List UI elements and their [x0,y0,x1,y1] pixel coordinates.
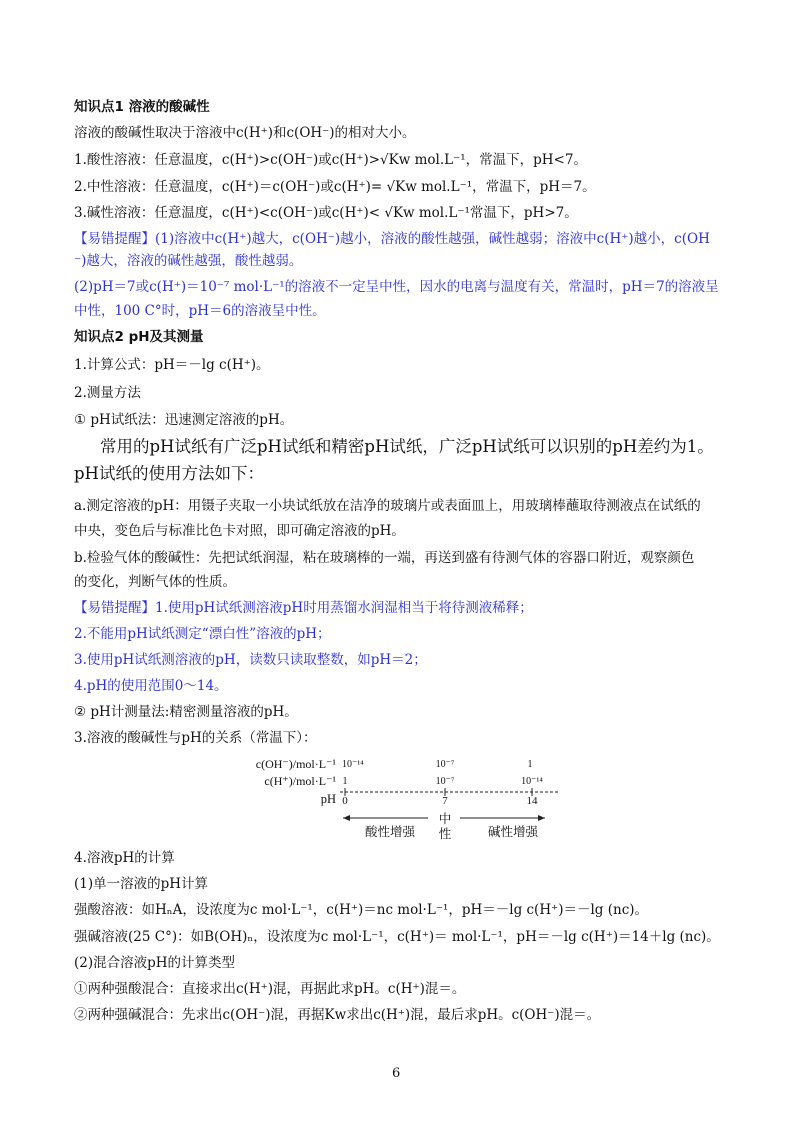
ph-value-14: 14 [526,795,538,807]
method-a-line1: a.测定溶液的pH：用镊子夹取一小块试纸放在洁净的玻璃片或表面皿上，用玻璃棒蘸取待测液点在试纸的 [74,498,701,514]
oh-value-0: 10⁻¹⁴ [342,759,364,770]
relation-heading: 3.溶液的酸碱性与pH的关系（常温下）： [74,730,317,746]
ph-value-0: 0 [342,795,348,807]
tip-paper-2: 2.不能用pH试纸测定“漂白性”溶液的pH； [74,626,331,642]
oh-axis-label: c(OH⁻)/mol·L⁻¹ [255,757,336,771]
neutral-label-1: 中 [438,812,452,826]
method-a-line2: 中央，变色后与标准比色卡对照，即可确定溶液的pH。 [74,523,405,539]
oh-value-7: 10⁻⁷ [435,759,455,770]
neutral-label-2: 性 [438,827,452,841]
mixed-base-calc: ②两种强碱混合：先求出c(OH⁻)混，再据Kw求出c(H⁺)混，最后求pH。c(OH⁻)混＝。 [74,1007,601,1023]
basic-definition: 3.碱性溶液：任意温度，c(H⁺)<c(OH⁻)或c(H⁺)< √Kw mol.L⁻¹常温下，pH>7。 [74,205,578,221]
ph-paper-desc-1: 常用的pH试纸有广泛pH试纸和精密pH试纸，广泛pH试纸可以识别的pH差约为1。 [100,437,714,456]
strong-acid-calc: 强酸溶液：如HₙA，设浓度为c mol·L⁻¹，c(H⁺)＝nc mol·L⁻¹，pH＝－lg c(H⁺)＝－lg (nc)。 [74,902,649,918]
ph-paper-desc-2: pH试纸的使用方法如下： [74,464,264,483]
method-b-line1: b.检验气体的酸碱性：先把试纸润湿，粘在玻璃棒的一端，再送到盛有待测气体的容器口附近，观察颜色 [74,550,695,566]
tip2-line2: 中性，100 C°时，pH＝6的溶液呈中性。 [74,303,326,319]
acid-definition: 1.酸性溶液：任意温度，c(H⁺)>c(OH⁻)或c(H⁺)>√Kw mol.L⁻¹，常温下，pH<7。 [74,152,587,168]
h-value-7: 10⁻⁷ [435,776,455,787]
section4-title: 4.溶液pH的计算 [74,850,175,866]
tip1-line2: ⁻)越大，溶液的碱性越强，酸性越弱。 [74,253,303,269]
base-arrow-head [538,815,545,821]
method-heading: 2.测量方法 [74,385,141,401]
oh-value-14: 1 [527,759,533,770]
ph-scale-diagram [240,752,560,844]
ph-formula: 1.计算公式：pH＝－lg c(H⁺)。 [74,357,270,373]
h-value-0: 1 [342,776,348,787]
ph-paper-title: ① pH试纸法：迅速测定溶液的pH。 [74,412,294,428]
tip2-line1: (2)pH＝7或c(H⁺)＝10⁻⁷ mol·L⁻¹的溶液不一定呈中性，因水的电离与温度有关，常温时，pH＝7的溶液呈 [74,279,719,295]
h-value-14: 10⁻¹⁴ [521,776,543,787]
tip-paper-1: 【易错提醒】1.使用pH试纸测溶液pH时用蒸馏水润湿相当于将待测液稀释； [74,600,533,616]
tip-paper-4: 4.pH的使用范围0～14。 [74,678,228,694]
mixed-acid-calc: ①两种强酸混合：直接求出c(H⁺)混，再据此求pH。c(H⁺)混＝。 [74,981,466,997]
section2-title: 知识点2 pH及其测量 [74,329,204,345]
page-number: 6 [392,1066,401,1081]
neutral-definition: 2.中性溶液：任意温度，c(H⁺)＝c(OH⁻)或c(H⁺)= √Kw mol.L⁻¹，常温下，pH＝7。 [74,179,596,195]
tip1-line1: 【易错提醒】(1)溶液中c(H⁺)越大，c(OH⁻)越小，溶液的酸性越强，碱性越弱；溶液中c(H⁺)越小，c(OH [74,231,710,247]
base-label: 碱性增强 [488,825,539,839]
single-solution-heading: (1)单一溶液的pH计算 [74,876,209,892]
section1-title: 知识点1 溶液的酸碱性 [74,99,210,115]
intro-text: 溶液的酸碱性取决于溶液中c(H⁺)和c(OH⁻)的相对大小。 [74,125,416,141]
acid-arrow-head [343,815,350,821]
h-axis-label: c(H⁺)/mol·L⁻¹ [264,774,336,788]
ph-value-7: 7 [442,795,448,807]
tip-paper-3: 3.使用pH试纸测溶液的pH，读数只读取整数，如pH＝2； [74,652,427,668]
ph-axis-label: pH [320,792,336,806]
method-b-line2: 的变化，判断气体的性质。 [74,574,236,590]
ph-meter-method: ② pH计测量法:精密测量溶液的pH。 [74,704,298,720]
acid-label: 酸性增强 [365,825,416,839]
strong-base-calc: 强碱溶液(25 C°)：如B(OH)ₙ，设浓度为c mol·L⁻¹，c(H⁺)＝ mol·L⁻¹，pH＝－lg c(H⁺)＝14＋lg (nc)。 [74,929,720,945]
mixed-solution-heading: (2)混合溶液pH的计算类型 [74,955,236,971]
